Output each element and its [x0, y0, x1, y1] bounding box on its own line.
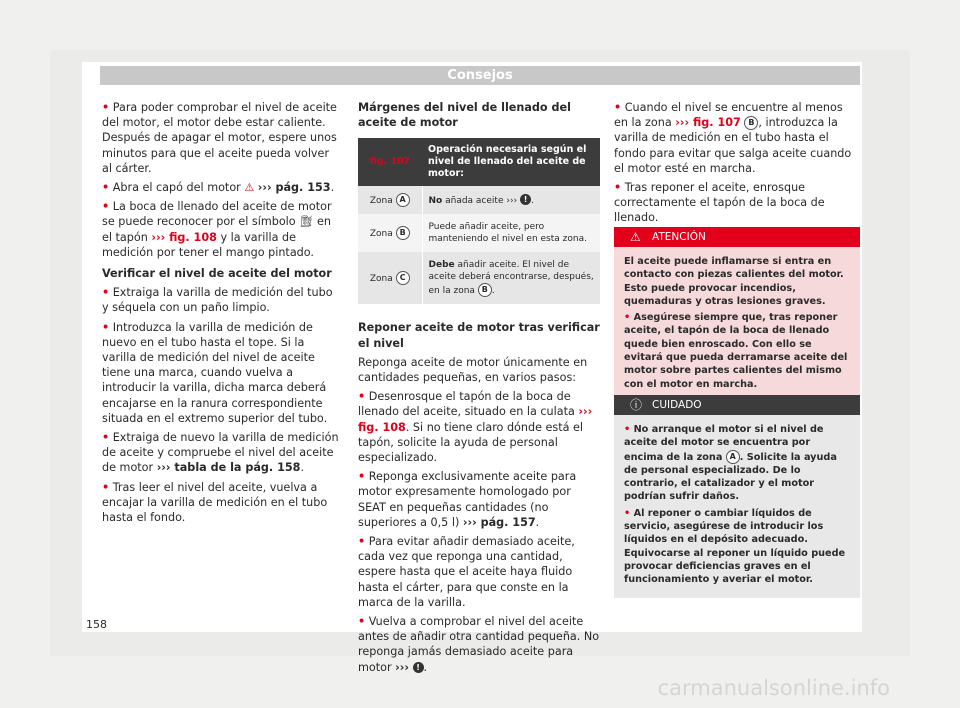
warning-circle-icon: !	[520, 194, 531, 205]
caution-body: • No arranque el motor si el nivel de aceite del motor se encuentra por encima de la zona A . Solicite la ayuda de personal especializado. De lo contrario, el catalizador y el motor podrían sufrir daños. • Al reponer o cambiar líquidos de servicio, asegúrese de introducir los líquidos en el depósito adecuado. Equivocarse al reponer un líquido puede provocar deficiencias graves en el funcionamiento y averiar el motor.	[614, 415, 860, 598]
page-number: 158	[86, 618, 107, 631]
warning-icon: ⚠	[244, 181, 255, 195]
bullet-item: • Extraiga la varilla de medición del tubo y séquela con un paño limpio.	[102, 286, 333, 315]
zone-b-marker: B	[744, 116, 758, 130]
warning-icon: ⚠	[630, 230, 641, 244]
bullet-item: • Reponga exclusivamente aceite para motor expresamente homologado por SEAT en pequeñas cantidades (no superiores a 0,5 l) ››› pág. 157.	[358, 470, 577, 529]
zone-c-marker: C	[396, 271, 410, 285]
attention-box	[614, 227, 860, 402]
bullet-item: • Cuando el nivel se encuentre al menos en la zona ››› fig. 107 B , introduzca la varilla de medición en el tubo hasta el fondo para evitar que salga aceite cuando el motor esté en marcha.	[614, 101, 852, 175]
section-heading: Verificar el nivel de aceite del motor	[102, 267, 332, 281]
table-row: Zona C Debe añadir aceite. El nivel de aceite deberá encontrarse, después, en la zona B .	[358, 252, 600, 304]
bullet-item: • Para poder comprobar el nivel de aceite del motor, el motor debe estar caliente. Después de apagar el motor, espere unos minutos para que el aceite pueda volver al cárter.	[102, 101, 337, 175]
warning-circle-icon: !	[413, 662, 424, 673]
page-reference[interactable]: ››› pág. 153	[257, 181, 331, 195]
table-heading: Márgenes del nivel de llenado del aceite de motor	[358, 101, 571, 130]
oil-level-table	[358, 138, 600, 304]
bullet-item: • Para evitar añadir demasiado aceite, cada vez que reponga una cantidad, espere hasta que el aceite haya fluido hasta el cárter, para que conste en la marca de la varilla.	[358, 535, 575, 609]
oil-can-icon: ⛽︎	[299, 215, 314, 229]
section-heading: Reponer aceite de motor tras verificar el nivel	[358, 321, 600, 350]
table-header-fig[interactable]: fig. 107	[358, 138, 422, 186]
column-2	[358, 100, 600, 679]
figure-reference[interactable]: ››› fig. 108	[151, 230, 217, 244]
table-header-operation: Operación necesaria según el nivel de llenado del aceite de motor:	[422, 138, 600, 186]
bullet-item: • Tras leer el nivel del aceite, vuelva a encajar la varilla de medición en el tubo hasta el fondo.	[102, 480, 328, 525]
bullet-item: • Introduzca la varilla de medición de nuevo en el tubo hasta el tope. Si la varilla de medición del nivel de aceite tiene una marca, cuando vuelva a introducir la varilla, dicha marca deberá encajarse en la ranura correspondiente situada en el extremo superior del tubo.	[102, 320, 328, 425]
bullet-item: • Desenrosque el tapón de la boca de llenado del aceite, situado en la culata ››› fig. 108. Si no tiene claro dónde está el tapón, solicite la ayuda de personal especializado.	[358, 390, 593, 465]
caution-header: ⓘ CUIDADO	[614, 395, 860, 415]
zone-a-marker: A	[396, 193, 410, 207]
column-1	[102, 100, 340, 529]
bullet-item: • Extraiga de nuevo la varilla de medición de aceite y compruebe el nivel del aceite de motor ››› tabla de la pág. 158.	[102, 431, 339, 475]
paragraph: Reponga aceite de motor únicamente en cantidades pequeñas, en varios pasos:	[358, 355, 588, 385]
page-reference[interactable]: ››› pág. 157	[462, 515, 536, 529]
attention-body: El aceite puede inflamarse si entra en contacto con piezas calientes del motor. Esto puede provocar incendios, quemaduras y otras lesiones graves. • Asegúrese siempre que, tras reponer aceite, el tapón de la boca de llenado quede bien enroscado. Con ello se evitará que pueda derramarse aceite del motor sobre partes calientes del mismo con el motor en marcha.	[614, 247, 860, 402]
warning-reference[interactable]: ›››	[395, 660, 409, 674]
zone-b-marker: B	[478, 283, 492, 297]
zone-b-marker: B	[396, 226, 410, 240]
info-circle-icon: ⓘ	[630, 398, 643, 412]
column-3	[614, 100, 860, 230]
table-row: Zona B Puede añadir aceite, pero manteniendo el nivel en esta zona.	[358, 214, 600, 252]
figure-reference[interactable]: ››› fig. 108	[358, 405, 593, 434]
bullet-item: • Abra el capó del motor ⚠ ››› pág. 153.	[102, 181, 335, 195]
bullet-item: • La boca de llenado del aceite de motor se puede reconocer por el símbolo ⛽︎ en el tapón ››› fig. 108 y la varilla de medición por tener el mango pintado.	[102, 200, 332, 259]
table-reference[interactable]: ››› tabla de la pág. 158	[156, 461, 301, 475]
bullet-item: • Tras reponer el aceite, enrosque correctamente el tapón de la boca de llenado.	[614, 181, 825, 225]
caution-box	[614, 395, 860, 598]
zone-a-marker: A	[726, 450, 740, 464]
bullet-item: • Vuelva a comprobar el nivel del aceite antes de añadir otra cantidad pequeña. No reponga jamás demasiado aceite para motor ››› ! .	[358, 615, 600, 674]
watermark: carmanualsonline.info	[657, 676, 890, 700]
figure-reference[interactable]: ››› fig. 107	[675, 116, 741, 130]
section-header: Consejos	[100, 66, 860, 85]
table-row: Zona A No añada aceite ››› ! .	[358, 186, 600, 214]
attention-header: ⚠ ATENCIÓN	[614, 227, 860, 247]
